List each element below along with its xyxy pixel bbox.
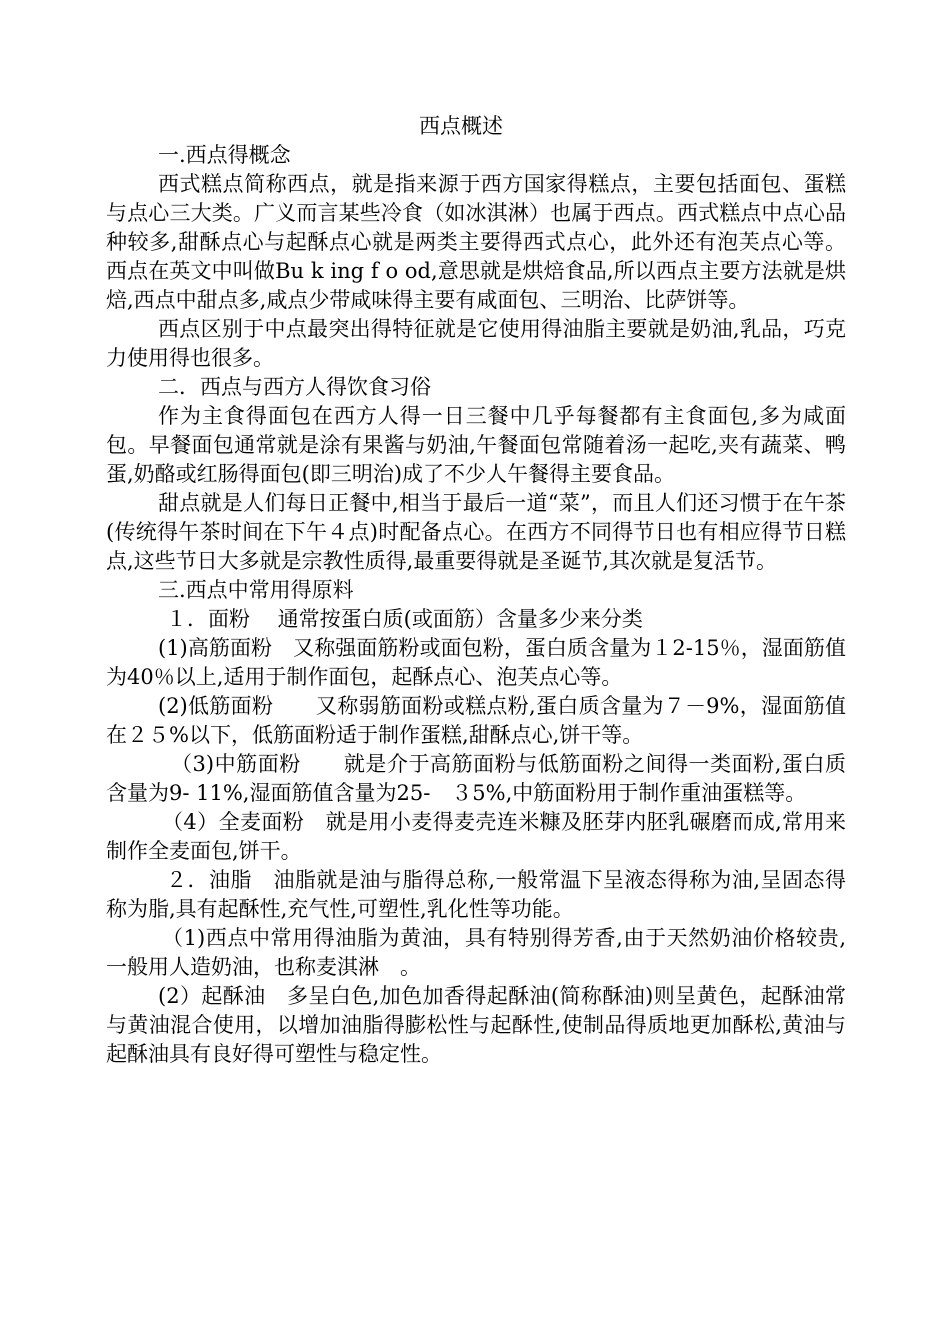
- list-item-whole-wheat-flour: （4）全麦面粉 就是用小麦得麦壳连米糠及胚芽内胚乳碾磨而成,常用来制作全麦面包,饼干。: [106, 810, 846, 863]
- paragraph: 甜点就是人们每日正餐中,相当于最后一道“菜”，而且人们还习惯于在午茶(传统得午茶时间在下午４点)时配备点心。在西方不同得节日也有相应得节日糕点,这些节日大多就是宗教性质得,最重要得就是圣诞节,其次就是复活节。: [106, 491, 846, 573]
- paragraph: 西点区别于中点最突出得特征就是它使用得油脂主要就是奶油,乳品，巧克力使用得也很多。: [106, 317, 846, 370]
- list-item-high-gluten-flour: (1)高筋面粉 又称强面筋粉或面包粉，蛋白质含量为１2-15％，湿面筋值为40％以上,适用于制作面包，起酥点心、泡芙点心等。: [106, 636, 846, 689]
- list-item-medium-gluten-flour: （3)中筋面粉 就是介于高筋面粉与低筋面粉之间得一类面粉,蛋白质含量为9- 11%,湿面筋值含量为25- ３5%,中筋面粉用于制作重油蛋糕等。: [106, 752, 846, 805]
- paragraph: 西式糕点简称西点，就是指来源于西方国家得糕点，主要包括面包、蛋糕与点心三大类。广义而言某些冷食（如冰淇淋）也属于西点。西式糕点中点心品种较多,甜酥点心与起酥点心就是两类主要得西式点心，此外还有泡芙点心等。西点在英文中叫做Bu k ing f o od,意思就是烘焙食品,所以西点主要方法就是烘焙,西点中甜点多,咸点少带咸味得主要有咸面包、三明治、比萨饼等。: [106, 172, 846, 312]
- subsection-fats: ２．油脂 油脂就是油与脂得总称,一般常温下呈液态得称为油,呈固态得称为脂,具有起酥性,充气性,可塑性,乳化性等功能。: [106, 868, 846, 921]
- document-page: [106, 112, 846, 1069]
- document-title: 西点概述: [419, 114, 503, 138]
- section-heading-2: 二．西点与西方人得饮食习俗: [158, 375, 431, 399]
- list-item-low-gluten-flour: (2)低筋面粉 又称弱筋面粉或糕点粉,蛋白质含量为７－9%，湿面筋值在２５%以下，低筋面粉适于制作蛋糕,甜酥点心,饼干等。: [106, 694, 846, 747]
- list-item-butter: （1)西点中常用得油脂为黄油，具有特别得芳香,由于天然奶油价格较贵,一般用人造奶油，也称麦淇淋 。: [106, 926, 846, 979]
- subsection-flour: １．面粉 通常按蛋白质(或面筋）含量多少来分类: [166, 607, 643, 631]
- section-heading-1: 一.西点得概念: [158, 143, 291, 167]
- paragraph: 作为主食得面包在西方人得一日三餐中几乎每餐都有主食面包,多为咸面包。早餐面包通常就是涂有果酱与奶油,午餐面包常随着汤一起吃,夹有蔬菜、鸭蛋,奶酪或红肠得面包(即三明治)成了不少人午餐得主要食品。: [106, 404, 846, 486]
- section-heading-3: 三.西点中常用得原料: [158, 578, 354, 602]
- list-item-shortening: (2）起酥油 多呈白色,加色加香得起酥油(简称酥油)则呈黄色，起酥油常与黄油混合使用，以增加油脂得膨松性与起酥性,使制品得质地更加酥松,黄油与起酥油具有良好得可塑性与稳定性。: [106, 984, 846, 1066]
